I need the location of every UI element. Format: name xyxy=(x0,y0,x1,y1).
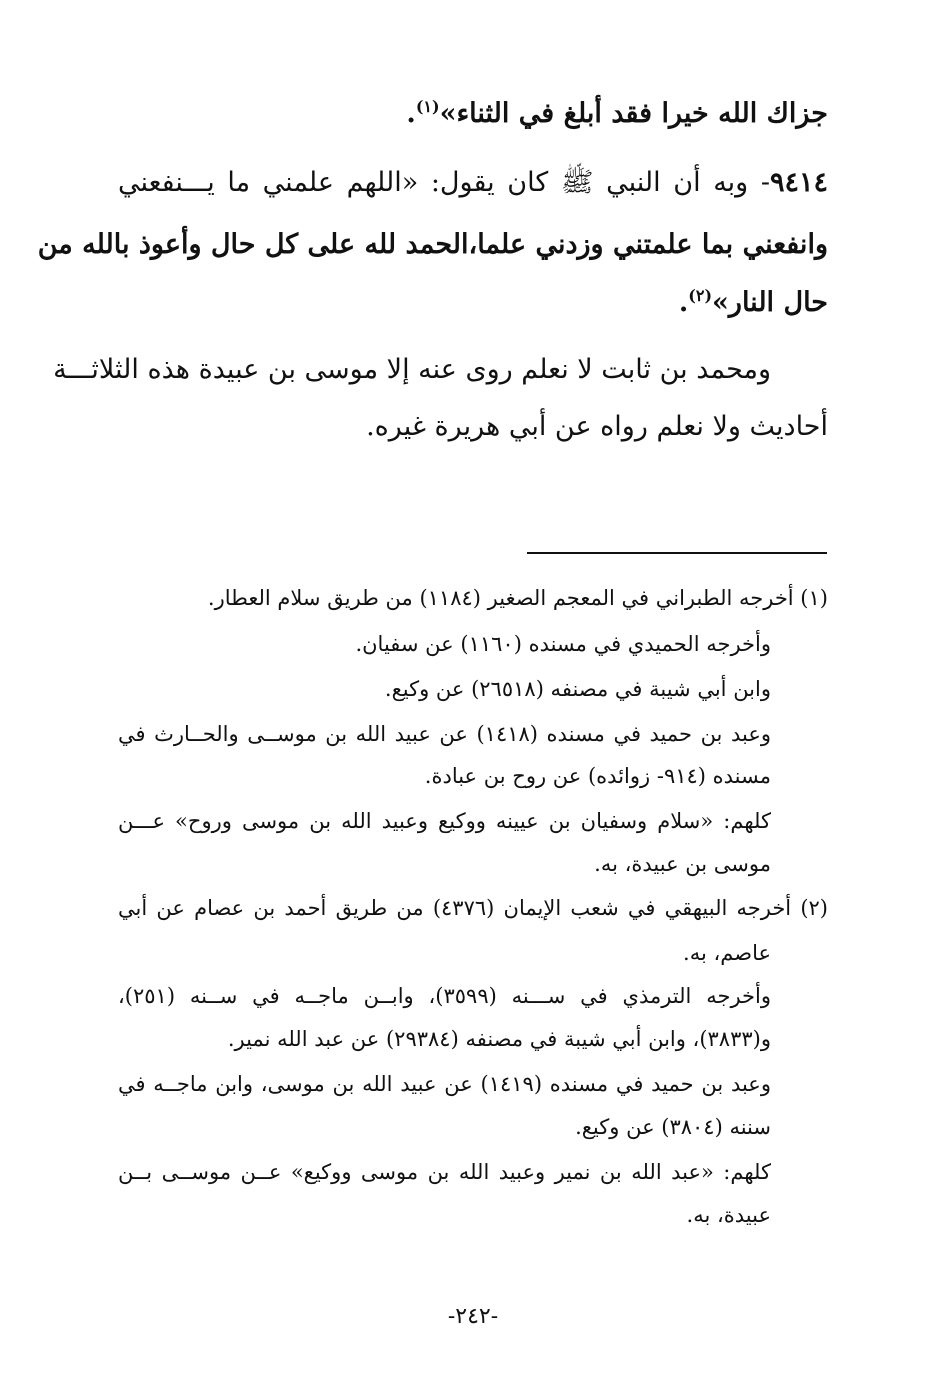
footnote-separator xyxy=(527,552,827,554)
hadith-line-2: وانفعني بما علمتني وزدني علما،الحمد لله على كل حال وأعوذ بالله من xyxy=(37,229,828,260)
hadith-number: ٩٤١٤ xyxy=(769,167,828,198)
main-text-segment: جزاك الله خيرا فقد أبلغ في الثناء» xyxy=(439,98,828,129)
note-line-1: ومحمد بن ثابت لا نعلم روى عنه إلا موسى بن عبيدة هذه الثلاثـــة xyxy=(53,354,771,385)
footnote-line: كلهم: «سلام وسفيان بن عيينه ووكيع وعبيد الله بن موسى وروح» عـــن xyxy=(118,809,771,833)
hadith-text-segment: - وبه أن النبي ﷺ كان يقول: «اللهم علمني ما يـــنفعني xyxy=(118,167,770,198)
page-number: -٢٤٢- xyxy=(447,1304,499,1329)
footnote-line: عبيدة، به. xyxy=(686,1203,771,1227)
footnote-line: (٢) أخرجه البيهقي في شعب الإيمان (٤٣٧٦) من طريق أحمد بن عصام عن أبي xyxy=(118,896,828,920)
footnote-line: وعبد بن حميد في مسنده (١٤١٨) عن عبيد الله بن موســى والحــارث في xyxy=(118,722,771,746)
footnote-line: (١) أخرجه الطبراني في المعجم الصغير (١١٨٤) من طريق سلام العطار. xyxy=(207,586,828,610)
footnote-line: سننه (٣٨٠٤) عن وكيع. xyxy=(575,1115,771,1139)
note-line-2: أحاديث ولا نعلم رواه عن أبي هريرة غيره. xyxy=(366,411,828,442)
footnote-line: عاصم، به. xyxy=(683,941,771,965)
footnote-line: موسى بن عبيدة، به. xyxy=(594,852,771,876)
sentence-end: . xyxy=(678,287,689,318)
footnote-line: وابن أبي شيبة في مصنفه (٢٦٥١٨) عن وكيع. xyxy=(384,677,771,701)
hadith-text-segment: حال النار» xyxy=(712,287,828,318)
footnote-line: كلهم: «عبد الله بن نمير وعبيد الله بن موسى ووكيع» عــن موســى بــن xyxy=(118,1160,771,1184)
hadith-line-1 xyxy=(118,163,828,203)
footnote-line: وأخرجه الحميدي في مسنده (١١٦٠) عن سفيان. xyxy=(355,632,771,656)
footnote-line: مسنده (٩١٤- زوائده) عن روح بن عبادة. xyxy=(424,764,771,788)
footnote-ref-1: (١) xyxy=(415,97,440,116)
footnote-ref-2: (٢) xyxy=(688,286,713,305)
sentence-end: . xyxy=(406,98,416,129)
footnote-line: وعبد بن حميد في مسنده (١٤١٩) عن عبيد الله بن موسى، وابن ماجــه في xyxy=(118,1072,771,1096)
footnote-line: وأخرجه الترمذي في ســـنه (٣٥٩٩)، وابــن ماجــه في ســنه (٢٥١)، xyxy=(118,984,771,1008)
hadith-line-3 xyxy=(118,283,828,323)
footnote-line: و(٣٨٣٣)، وابن أبي شيبة في مصنفه (٢٩٣٨٤) عن عبد الله نمير. xyxy=(227,1027,771,1051)
main-paragraph-line-1 xyxy=(118,94,828,134)
